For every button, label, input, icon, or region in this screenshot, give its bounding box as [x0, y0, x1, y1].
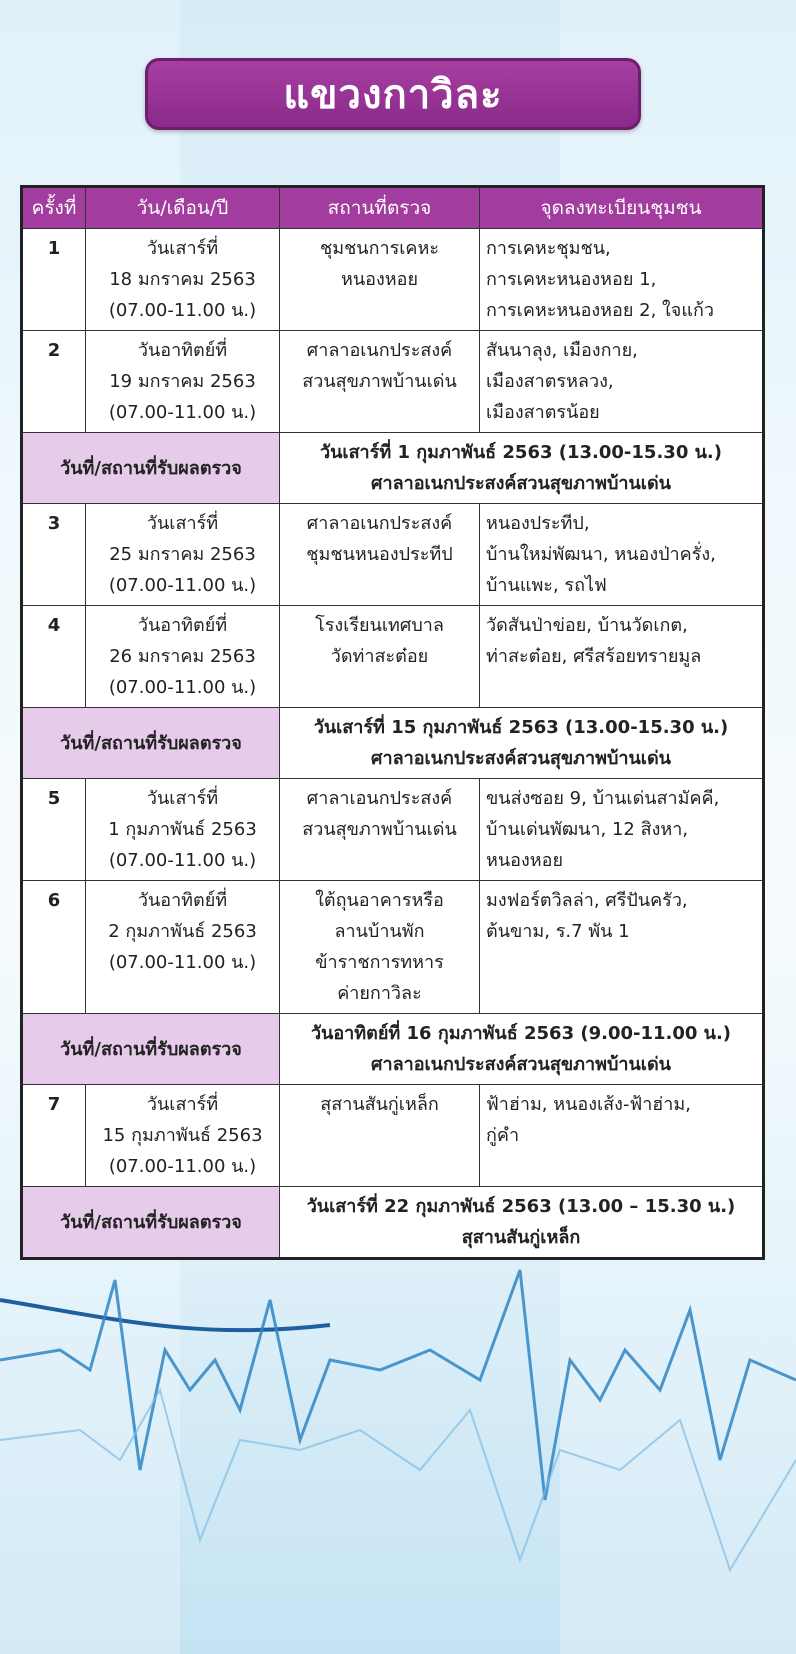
result-label: วันที่/สถานที่รับผลตรวจ: [22, 433, 280, 504]
result-info: วันเสาร์ที่ 1 กุมภาพันธ์ 2563 (13.00-15.30 น.) ศาลาอเนกประสงค์สวนสุขภาพบ้านเด่น: [280, 433, 764, 504]
round-date: วันเสาร์ที่ 15 กุมภาพันธ์ 2563 (07.00-11.00 น.): [86, 1085, 280, 1187]
round-place: ศาลาเอนกประสงค์ สวนสุขภาพบ้านเด่น: [280, 779, 480, 881]
round-place: ศาลาอเนกประสงค์ สวนสุขภาพบ้านเด่น: [280, 331, 480, 433]
round-number: 2: [22, 331, 86, 433]
heartbeat-line-secondary: [0, 1390, 796, 1570]
round-place: ชุมชนการเคหะ หนองหอย: [280, 229, 480, 331]
table-row: [22, 606, 764, 708]
round-points: ฟ้าฮ่าม, หนองเส้ง-ฟ้าฮ่าม, กู่คำ: [480, 1085, 764, 1187]
table-row: [22, 779, 764, 881]
round-place: โรงเรียนเทศบาล วัดท่าสะต๋อย: [280, 606, 480, 708]
result-row: [22, 708, 764, 779]
table-row: [22, 504, 764, 606]
result-label: วันที่/สถานที่รับผลตรวจ: [22, 1014, 280, 1085]
round-place: ศาลาอเนกประสงค์ ชุมชนหนองประทีป: [280, 504, 480, 606]
table-row: [22, 1085, 764, 1187]
round-points: สันนาลุง, เมืองกาย, เมืองสาตรหลวง, เมืองสาตรน้อย: [480, 331, 764, 433]
round-date: วันเสาร์ที่ 1 กุมภาพันธ์ 2563 (07.00-11.00 น.): [86, 779, 280, 881]
round-points: การเคหะชุมชน, การเคหะหนองหอย 1, การเคหะหนองหอย 2, ใจแก้ว: [480, 229, 764, 331]
table-row: [22, 331, 764, 433]
header-round: ครั้งที่: [22, 187, 86, 229]
round-points: หนองประทีป, บ้านใหม่พัฒนา, หนองป่าครั่ง, บ้านแพะ, รถไฟ: [480, 504, 764, 606]
round-points: วัดสันป่าข่อย, บ้านวัดเกต, ท่าสะต๋อย, ศรีสร้อยทรายมูล: [480, 606, 764, 708]
page-title: แขวงกาวิละ: [283, 72, 503, 118]
round-date: วันเสาร์ที่ 25 มกราคม 2563 (07.00-11.00 น.): [86, 504, 280, 606]
round-number: 4: [22, 606, 86, 708]
round-date: วันอาทิตย์ที่ 2 กุมภาพันธ์ 2563 (07.00-11.00 น.): [86, 881, 280, 1014]
table-row: [22, 881, 764, 1014]
table-row: [22, 229, 764, 331]
heartbeat-wave-decoration: [0, 1240, 796, 1654]
round-points: ขนส่งซอย 9, บ้านเด่นสามัคคี, บ้านเด่นพัฒนา, 12 สิงหา, หนองหอย: [480, 779, 764, 881]
round-place: ใต้ถุนอาคารหรือ ลานบ้านพัก ข้าราชการทหาร ค่ายกาวิละ: [280, 881, 480, 1014]
result-info: วันเสาร์ที่ 22 กุมภาพันธ์ 2563 (13.00 – 15.30 น.) สุสานสันกู่เหล็ก: [280, 1187, 764, 1259]
header-points: จุดลงทะเบียนชุมชน: [480, 187, 764, 229]
round-number: 6: [22, 881, 86, 1014]
round-date: วันอาทิตย์ที่ 26 มกราคม 2563 (07.00-11.00 น.): [86, 606, 280, 708]
result-label: วันที่/สถานที่รับผลตรวจ: [22, 1187, 280, 1259]
round-place: สุสานสันกู่เหล็ก: [280, 1085, 480, 1187]
result-label: วันที่/สถานที่รับผลตรวจ: [22, 708, 280, 779]
round-number: 5: [22, 779, 86, 881]
result-row: [22, 1014, 764, 1085]
table-header-row: [22, 187, 764, 229]
heartbeat-line: [0, 1270, 796, 1500]
schedule-table: [20, 185, 765, 1260]
round-number: 7: [22, 1085, 86, 1187]
result-row: [22, 433, 764, 504]
title-banner: [145, 58, 641, 130]
result-info: วันเสาร์ที่ 15 กุมภาพันธ์ 2563 (13.00-15.30 น.) ศาลาอเนกประสงค์สวนสุขภาพบ้านเด่น: [280, 708, 764, 779]
header-date: วัน/เดือน/ปี: [86, 187, 280, 229]
result-info: วันอาทิตย์ที่ 16 กุมภาพันธ์ 2563 (9.00-11.00 น.) ศาลาอเนกประสงค์สวนสุขภาพบ้านเด่น: [280, 1014, 764, 1085]
round-points: มงฟอร์ตวิลล่า, ศรีปันครัว, ต้นขาม, ร.7 พัน 1: [480, 881, 764, 1014]
swoosh-line: [0, 1300, 330, 1330]
round-date: วันเสาร์ที่ 18 มกราคม 2563 (07.00-11.00 น.): [86, 229, 280, 331]
header-place: สถานที่ตรวจ: [280, 187, 480, 229]
round-date: วันอาทิตย์ที่ 19 มกราคม 2563 (07.00-11.00 น.): [86, 331, 280, 433]
round-number: 1: [22, 229, 86, 331]
round-number: 3: [22, 504, 86, 606]
